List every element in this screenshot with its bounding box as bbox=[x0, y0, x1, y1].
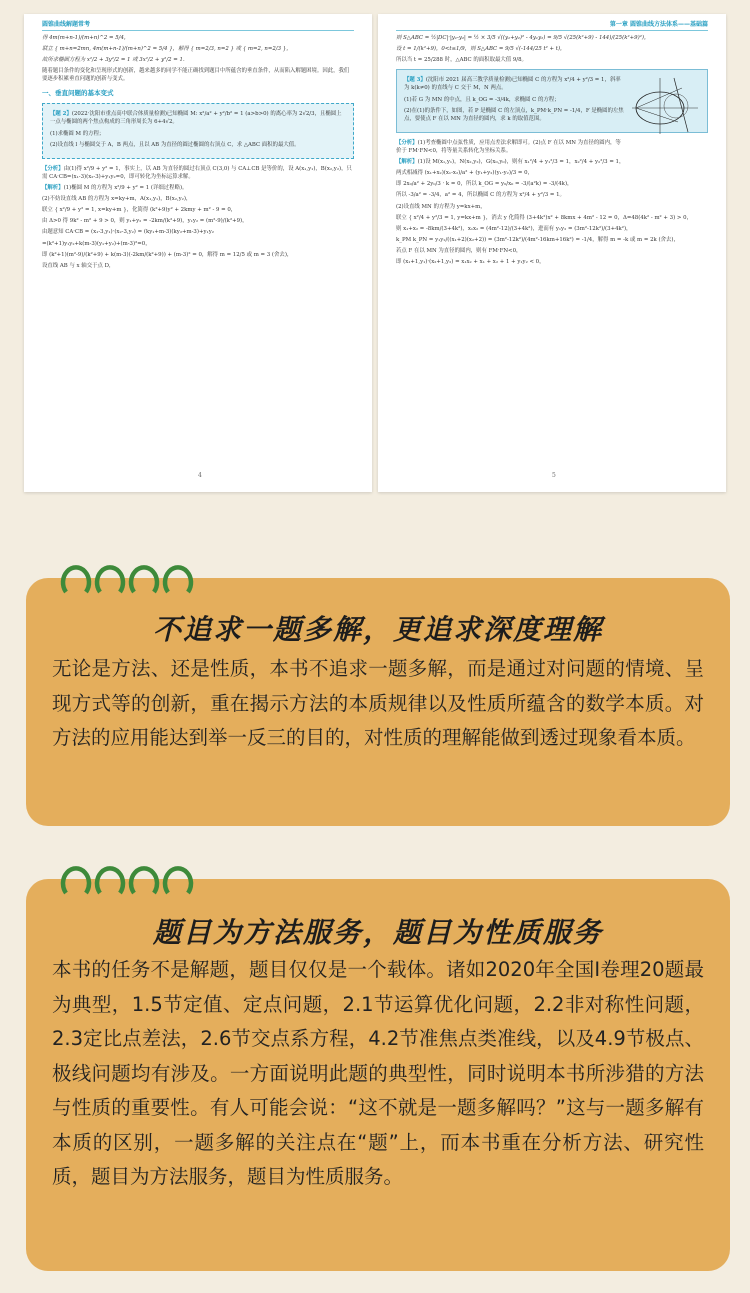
solution-line: 联立 { x²/4 + y²/3 = 1, y=kx+m }，消去 y 化简得 (3+4k²)x² + 8kmx + 4m² - 12 = 0，Δ=48(4k² - m² + 3) > 0， bbox=[396, 214, 692, 221]
book-spread bbox=[24, 14, 726, 492]
page-number: 5 bbox=[552, 472, 556, 479]
solution-line: 即 (x₁+1,y₁)·(x₂+1,y₂) = x₁x₂ + x₁ + x₂ + 1 + y₁y₂ < 0， bbox=[396, 259, 545, 266]
question-2: (2)在(1)的条件下，如图，若 P 是椭圆 C 的左顶点，k_PM·k_PN = -1/4，F 是椭圆的左焦点，要使点 F 在以 MN 为直径的圆内，求 k 的取值范围。 bbox=[404, 107, 624, 122]
ellipse-diagram-icon bbox=[630, 76, 700, 136]
intro-paragraph: 随着题目条件的变化和呈现形式的创新，越来越多的同学不能正确找到题目中所蕴含的垂直条件，从而陷入解题困境。因此，我们要逐步积累垂直问题的创新与变式。 bbox=[42, 68, 350, 83]
solution-line: (2)设直线 MN 的方程为 y=kx+m， bbox=[396, 203, 486, 210]
card-title: 不追求一题多解，更追求深度理解 bbox=[152, 613, 603, 646]
analysis-text: 由(1)得 x²/9 + y² = 1，事实上，以 AB 为直径的圆过右顶点 C(3,0) 与 CA⊥CB 是等价的，设 A(x₁,y₁)，B(x₂,y₂)，只需 CA·CB=(x₁-3)(x₂-3)+y₁y₂=0，即可转化为坐标运算求解。 bbox=[42, 165, 352, 180]
solution-line: 则 x₁+x₂ = -8km/(3+4k²)，x₁x₂ = (4m²-12)/(3+4k²)，进而有 y₁y₂ = (3m²-12k²)/(3+4k²)， bbox=[396, 225, 632, 232]
header-rule bbox=[42, 30, 354, 31]
solution-line: (2)不妨设直线 AB 的方程为 x=ky+m，A(x₁,y₁)，B(x₂,y₂)， bbox=[42, 196, 192, 203]
solution-tag: 【解析】 bbox=[42, 184, 64, 191]
binder-rings-icon bbox=[56, 857, 206, 903]
formula-line: 则 S△ABC = ½|DC|·|y₁-y₂| = ½ × 3/5 √((y₁+y₂)² - 4y₁y₂) = 9/5 √(25(k²+9) - 144)/(25(k²+9)²)， bbox=[396, 35, 650, 41]
card-body: 无论是方法、还是性质，本书不追求一题多解，而是通过对问题的情境、呈现方式等的创新，重在揭示方法的本质规律以及性质所蕴含的数学本质。对方法的应用能达到举一反三的目的，对性质的理解能做到透过现象看本质。 bbox=[52, 657, 704, 749]
solution-line: 两式相减得 (x₁+x₂)(x₁-x₂)/a² + (y₁+y₂)(y₁-y₂)/3 = 0， bbox=[396, 170, 533, 177]
example-tag: 【题 2】 bbox=[50, 111, 72, 118]
example-tag: 【题 3】 bbox=[404, 77, 426, 84]
solution-line: 所以 -3/a² = -3/4，a² = 4，所以椭圆 C 的方程为 x²/4 + y²/3 = 1。 bbox=[396, 192, 565, 199]
solution-line: 即 2x₀/a² + 2y₀/3 · k = 0，所以 k_OG = y₀/x₀ = -3/(a²k) = -3/(4k)， bbox=[396, 181, 573, 188]
card-body: 本书的任务不是解题，题目仅仅是一个载体。诸如2020年全国Ⅰ卷理20题最为典型，1.5节定值、定点问题，2.1节运算优化问题，2.2非对称性问题，2.3定比点差法，2.6节交点系方程，4.2节准焦点类准线，以及4.9节极点、极线问题均有涉及。一方面说明此题的典型性，同时说明本书所涉猎的方法与性质的重要性。有人可能会说：“这不就是一题多解吗？”这与一题多解有本质的区别，一题多解的关注点在“题”上，而本书重在分析方法、研究性质，题目为方法服务，题目为性质服务。 bbox=[52, 958, 704, 1188]
page-number: 4 bbox=[198, 472, 202, 479]
example-2-box bbox=[42, 103, 354, 158]
left-running-header: 圆锥曲线解题常考 bbox=[42, 21, 91, 28]
solution-line: 若点 F 在以 MN 为直径的圆内，则有 FM·FN<0， bbox=[396, 247, 522, 254]
analysis-tag: 【分析】 bbox=[42, 165, 64, 172]
right-page bbox=[378, 14, 726, 492]
analysis-text: (1)考查椭圆中点弦性质，应用点差法求解即可。(2)点 F 在以 MN 为直径的圆内，等价于 FM·FN<0，将等量关系转化为坐标关系。 bbox=[396, 139, 621, 154]
analysis-tag: 【分析】 bbox=[396, 139, 418, 146]
left-page bbox=[24, 14, 372, 492]
solution-line: k_PM k_PN = y₁y₂/((x₁+2)(x₂+2)) = (3m²-12k²)/(4m²-16km+16k²) = -1/4，解得 m = -k 或 m = 2k (舍去)， bbox=[396, 236, 679, 243]
header-rule bbox=[396, 30, 708, 31]
feature-card-problems-serve-methods bbox=[26, 879, 730, 1271]
section-heading: 一、垂直问题的基本变式 bbox=[42, 88, 114, 97]
formula-line: 所以当 t = 25/288 时，△ABC 的面积取最大值 9/8。 bbox=[396, 57, 527, 64]
formula-line: 得 4m(m+n-1)/(m+n)^2 = 5/4， bbox=[42, 35, 130, 41]
solution-line: 联立 { x²/9 + y² = 1, x=ky+m }，化简得 (k²+9)y² + 2kmy + m² - 9 = 0， bbox=[42, 207, 237, 214]
card-title: 题目为方法服务，题目为性质服务 bbox=[152, 916, 603, 949]
example-text: (2022·沈阳市重点高中联合体质量检测)已知椭圆 M: x²/a² + y²/b² = 1 (a>b>0) 的离心率为 2√2/3，且椭圆上一点与椭圆的两个焦点构成的三角形周长为 6+4√2。 bbox=[50, 111, 342, 126]
binder-rings-icon bbox=[56, 556, 206, 602]
formula-line: 故所求椭圆方程为 x²/2 + 3y²/2 = 1 或 3x²/2 + y²/2 = 1. bbox=[42, 57, 185, 64]
solution-line: 由 Δ>0 得 9k² - m² + 9 > 0，则 y₁+y₂ = -2km/(k²+9)，y₁y₂ = (m²-9)/(k²+9)， bbox=[42, 218, 248, 225]
right-running-header: 第一章 圆锥曲线方法体系——基础篇 bbox=[609, 21, 708, 28]
question-1: (1)求椭圆 M 的方程； bbox=[50, 130, 105, 137]
solution-line: (1)设 M(x₁,y₁)，N(x₂,y₂)，G(x₀,y₀)，则有 x₁²/4 + y₁²/3 = 1，x₂²/4 + y₂²/3 = 1， bbox=[417, 159, 625, 166]
question-1: (1)若 G 为 MN 的中点，且 k_OG = -3/4k，求椭圆 C 的方程； bbox=[404, 96, 560, 103]
solution-line: 即 (k²+1)(m²-9)/(k²+9) + k(m-3)(-2km/(k²+9)) + (m-3)² = 0，解得 m = 12/5 或 m = 3 (舍去)， bbox=[42, 251, 293, 258]
example-3-box bbox=[396, 69, 708, 133]
solution-line: 由题意知 CA·CB = (x₁-3,y₁)·(x₂-3,y₂) = (ky₁+m-3)(ky₂+m-3)+y₁y₂ bbox=[42, 229, 214, 236]
formula-line: 联立 { m+n=2mn, 4m(m+n-1)/(m+n)^2 = 5/4 }，解得 { m=2/3, n=2 } 或 { m=2, n=2/3 }， bbox=[42, 46, 292, 53]
solution-line: (1)椭圆 M 的方程为 x²/9 + y² = 1 (详细过程略)。 bbox=[63, 184, 188, 191]
formula-line: 设 t = 1/(k²+9)，0<t≤1/9，则 S△ABC = 9/5 √(-144/25 t² + t)， bbox=[396, 46, 566, 53]
solution-line: 设直线 AB 与 x 轴交于点 D， bbox=[42, 262, 115, 269]
example-text: (沈阳市 2021 届高三教学质量检测)已知椭圆 C 的方程为 x²/4 + y²/3 = 1，斜率为 k(k≠0) 的直线与 C 交于 M，N 两点。 bbox=[404, 77, 621, 92]
solution-tag: 【解析】 bbox=[396, 159, 418, 166]
question-2: (2)设直线 l 与椭圆交于 A，B 两点，且以 AB 为直径的圆过椭圆的右顶点 C，求 △ABC 面积的最大值。 bbox=[50, 141, 300, 148]
solution-line: =(k²+1)y₁y₂+k(m-3)(y₁+y₂)+(m-3)²=0， bbox=[42, 240, 151, 247]
feature-card-deep-understanding bbox=[26, 578, 730, 826]
